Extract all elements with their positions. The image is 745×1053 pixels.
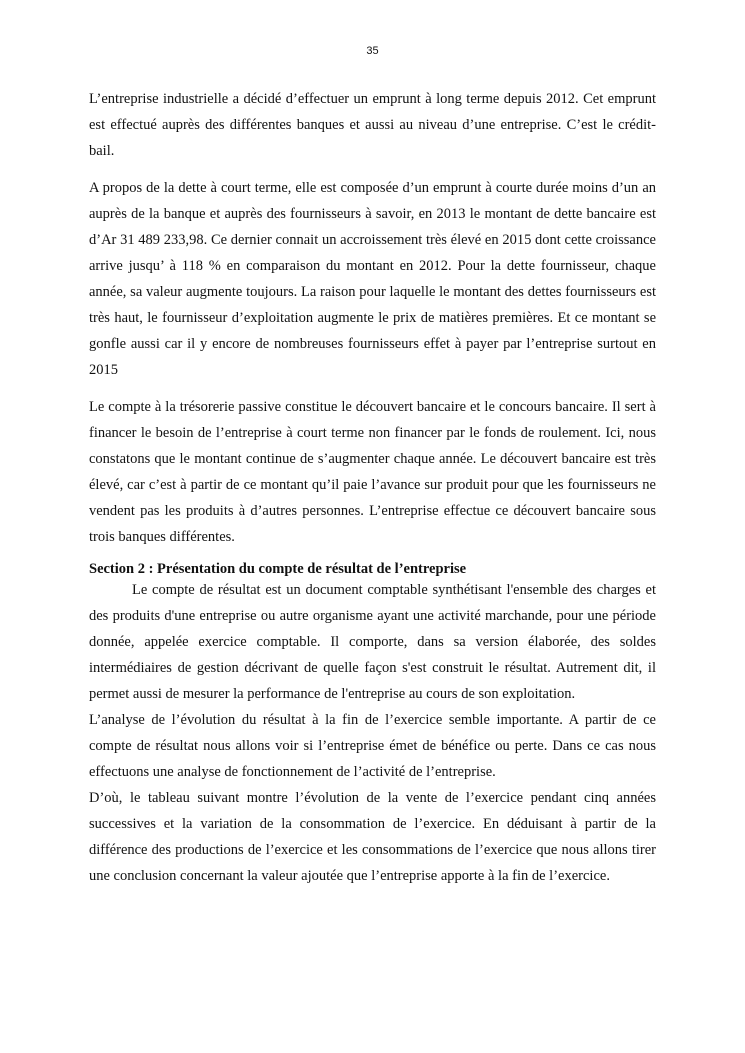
paragraph-short-term-debt: A propos de la dette à court terme, elle est composée d’un emprunt à courte durée moins d’un an auprès de la banque et auprès des fournisseurs à savoir, en 2013 le montant de dette bancaire est d’Ar 31 489 233,98. Ce dernier connait un accroissement très élevé en 2015 dont cette croissance arrive jusqu’ à 118 % en comparaison du montant en 2012. Pour la dette fournisseur, chaque année, sa valeur augmente toujours. La raison pour laquelle le montant des dettes fournisseurs est très haut, le fournisseur d’exploitation augmente le prix de matières premières. Et ce montant se gonfle aussi car il y encore de nombreuses fournisseurs effet à payer par l’entreprise surtout en 2015: [89, 180, 656, 378]
paragraph-result-analysis: L’analyse de l’évolution du résultat à la fin de l’exercice semble importante. A partir de ce compte de résultat nous allons voir si l’entreprise émet de bénéfice ou perte. Dans ce cas nous effectuons une analyse de fonctionnement de l’activité de l’entreprise.: [89, 712, 656, 780]
paragraph-table-introduction: D’où, le tableau suivant montre l’évolution de la vente de l’exercice pendant cinq années successives et la variation de la consommation de l’exercice. En déduisant à partir de la différence des productions de l’exercice et les consommations de l’exercice que nous allons tirer une conclusion concernant la valeur ajoutée que l’entreprise apporte à la fin de l’exercice.: [89, 790, 656, 884]
section-heading: Section 2 : Présentation du compte de résultat de l’entreprise: [89, 561, 467, 577]
paragraph-passive-treasury: Le compte à la trésorerie passive constitue le découvert bancaire et le concours bancaire. Il sert à financer le besoin de l’entreprise à court terme non financer par le fonds de roulement. Ici, nous constatons que le montant continue de s’augmenter chaque année. Le découvert bancaire est très élevé, car c’est à partir de ce montant qu’il paie l’avance sur produit pour que les fournisseurs ne vendent pas les produits à d’autres personnes. L’entreprise effectue ce découvert bancaire sous trois banques différentes.: [89, 399, 656, 545]
page-number: 35: [366, 45, 379, 57]
document-body: [89, 86, 656, 889]
paragraph-long-term-debt: L’entreprise industrielle a décidé d’effectuer un emprunt à long terme depuis 2012. Cet emprunt est effectué auprès des différentes banques et aussi au niveau d’une entreprise. C’est le crédit-bail.: [89, 91, 656, 159]
paragraph-income-statement-definition: Le compte de résultat est un document comptable synthétisant l'ensemble des charges et des produits d'une entreprise ou autre organisme ayant une activité marchande, pour une période donnée, appelée exercice comptable. Il comporte, dans sa version élaborée, des soldes intermédiaires de gestion décrivant de quelle façon s'est construit le résultat. Autrement dit, il permet aussi de mesurer la performance de l'entreprise au cours de son exploitation.: [89, 582, 656, 702]
